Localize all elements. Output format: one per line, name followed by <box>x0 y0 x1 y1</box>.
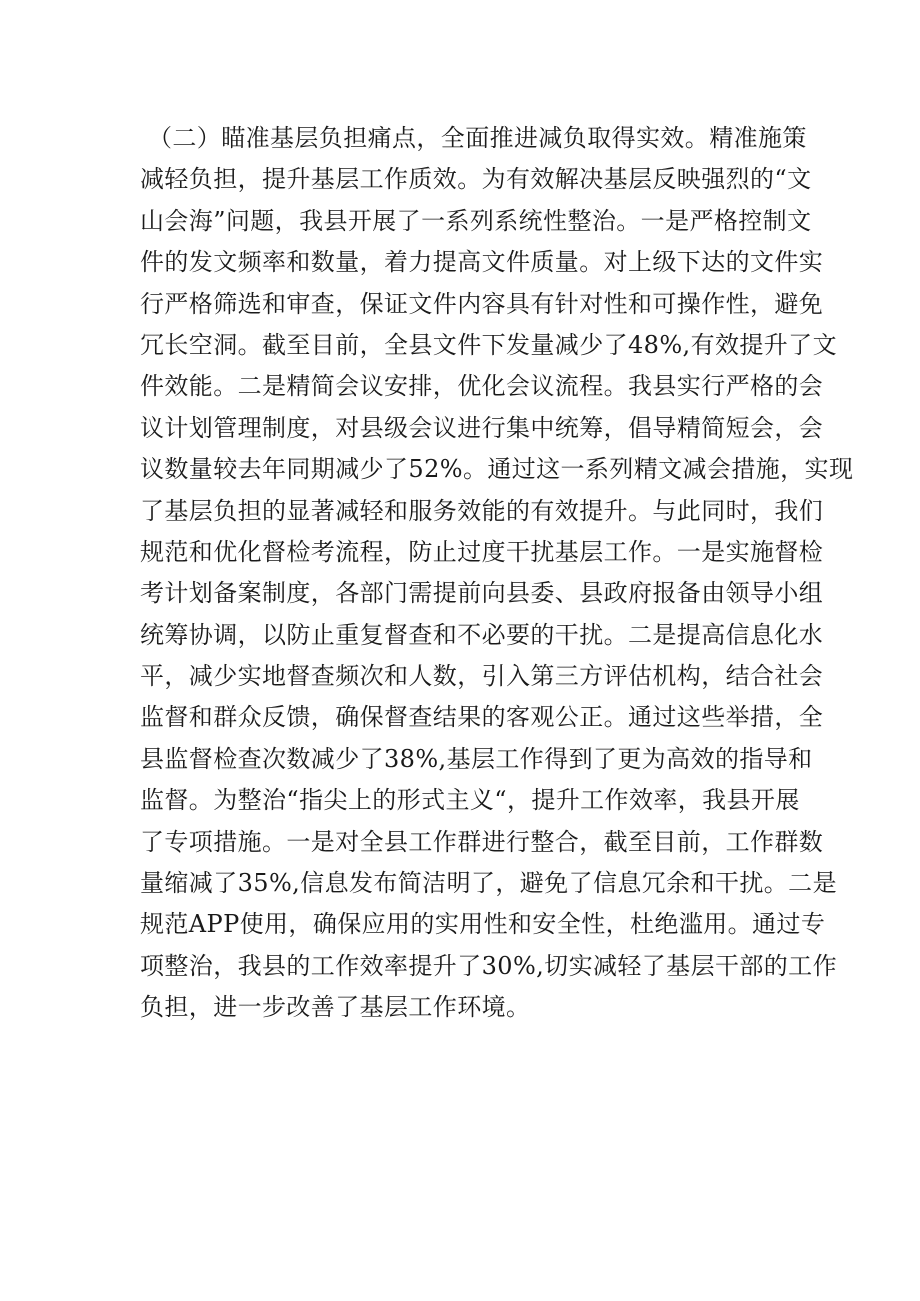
text-line: 平，减少实地督查频次和人数，引入第三方评估机构，结合社会 <box>140 662 824 691</box>
text-line: 了基层负担的显著减轻和服务效能的有效提升。与此同时，我们 <box>140 496 824 525</box>
text-line: 县监督检查次数减少了38%,基层工作得到了更为高效的指导和 <box>140 744 813 773</box>
text-line: （二）瞄准基层负担痛点，全面推进减负取得实效。精准施策 <box>148 124 807 152</box>
text-line: 冗长空洞。截至目前，全县文件下发量减少了48%,有效提升了文 <box>140 330 837 359</box>
text-line: 量缩减了35%,信息发布简洁明了，避免了信息冗余和干扰。二是 <box>140 869 837 898</box>
text-line: 负担，进一步改善了基层工作环境。 <box>140 993 531 1022</box>
body-paragraph <box>140 118 854 1029</box>
text-line: 件效能。二是精简会议安排，优化会议流程。我县实行严格的会 <box>140 372 824 401</box>
text-line: 规范和优化督检考流程，防止过度干扰基层工作。一是实施督检 <box>140 537 824 566</box>
text-line: 议计划管理制度，对县级会议进行集中统筹，倡导精简短会，会 <box>140 413 824 442</box>
text-line: 行严格筛选和审查，保证文件内容具有针对性和可操作性，避免 <box>140 289 824 318</box>
text-line: 减轻负担，提升基层工作质效。为有效解决基层反映强烈的“文 <box>140 165 812 194</box>
text-line: 监督和群众反馈，确保督查结果的客观公正。通过这些举措，全 <box>140 703 824 732</box>
text-line: 考计划备案制度，各部门需提前向县委、县政府报备由领导小组 <box>140 579 824 608</box>
text-line: 议数量较去年同期减少了52%。通过这一系列精文减会措施，实现 <box>140 455 854 484</box>
text-line: 山会海”问题，我县开展了一系列系统性整治。一是严格控制文 <box>140 206 812 235</box>
text-line: 规范APP使用，确保应用的实用性和安全性，杜绝滥用。通过专 <box>140 910 826 939</box>
text-line: 监督。为整治“指尖上的形式主义“，提升工作效率，我县开展 <box>140 786 800 815</box>
text-line: 件的发文频率和数量，着力提高文件质量。对上级下达的文件实 <box>140 248 824 277</box>
text-line: 了专项措施。一是对全县工作群进行整合，截至目前，工作群数 <box>140 827 824 856</box>
text-line: 统筹协调，以防止重复督查和不必要的干扰。二是提高信息化水 <box>140 620 824 649</box>
text-line: 项整治，我县的工作效率提升了30%,切实减轻了基层干部的工作 <box>140 951 837 980</box>
